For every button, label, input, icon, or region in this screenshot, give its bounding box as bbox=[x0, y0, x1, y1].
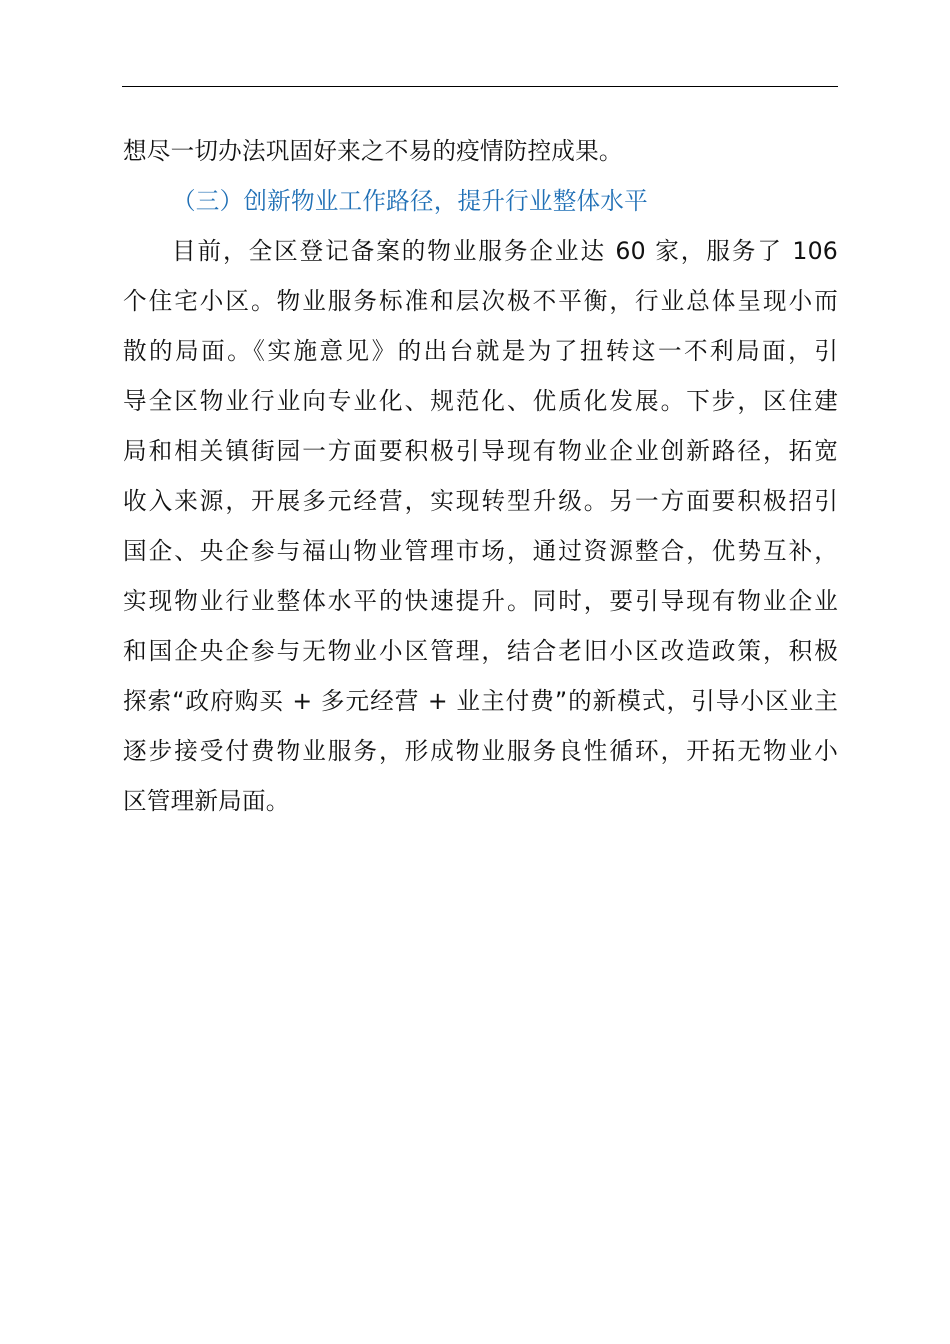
text-line: 个住宅小区。物业服务标准和层次极不平衡，行业总体呈现小而 bbox=[123, 287, 838, 315]
header-rule bbox=[122, 86, 838, 87]
text-line: 局和相关镇街园一方面要积极引导现有物业企业创新路径，拓宽 bbox=[123, 437, 838, 465]
text-line: 实现物业行业整体水平的快速提升。同时，要引导现有物业企业 bbox=[123, 587, 838, 615]
text-line: 区管理新局面。 bbox=[123, 787, 290, 815]
body-paragraph bbox=[123, 226, 838, 826]
continuation-paragraph bbox=[123, 126, 838, 176]
text-line: 和国企央企参与无物业小区管理，结合老旧小区改造政策，积极 bbox=[123, 637, 838, 665]
text-line: 目前，全区登记备案的物业服务企业达 60 家，服务了 106 bbox=[172, 237, 838, 265]
text-line: 逐步接受付费物业服务，形成物业服务良性循环，开拓无物业小 bbox=[123, 737, 838, 765]
text-line: 收入来源，开展多元经营，实现转型升级。另一方面要积极招引 bbox=[123, 487, 838, 515]
text-line: 导全区物业行业向专业化、规范化、优质化发展。下步，区住建 bbox=[123, 387, 838, 415]
text-line: 散的局面。《实施意见》的出台就是为了扭转这一不利局面，引 bbox=[123, 337, 838, 365]
text-line: 国企、央企参与福山物业管理市场，通过资源整合，优势互补， bbox=[123, 537, 838, 565]
section-heading: （三）创新物业工作路径，提升行业整体水平 bbox=[172, 187, 648, 215]
text-line: 想尽一切办法巩固好来之不易的疫情防控成果。 bbox=[123, 137, 623, 165]
text-line: 探索“政府购买 + 多元经营 + 业主付费”的新模式，引导小区业主 bbox=[123, 687, 838, 715]
document-body bbox=[123, 126, 838, 826]
